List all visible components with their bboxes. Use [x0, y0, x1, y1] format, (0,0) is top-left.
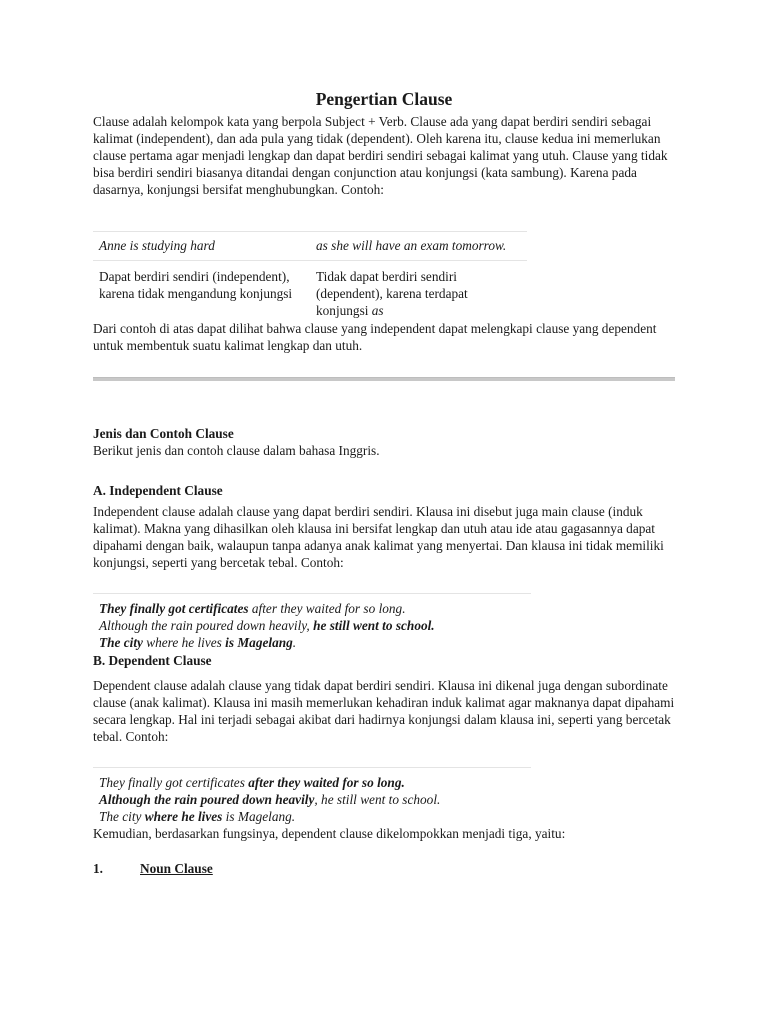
conjunction-word: as	[371, 303, 384, 318]
bold-clause: is Magelang	[225, 635, 293, 650]
clause-text: .	[292, 635, 297, 650]
document-page	[93, 88, 675, 877]
clause-text: , he still went to school.	[314, 792, 441, 807]
table-row	[93, 232, 527, 261]
bold-clause: after they waited for so long.	[248, 775, 405, 790]
bold-clause: Although the rain poured down heavily	[99, 792, 315, 807]
table-row	[93, 261, 527, 321]
dependent-heading: B. Dependent Clause	[93, 653, 212, 668]
example-table	[93, 231, 527, 320]
example-dependent: as she will have an exam tomorrow.	[316, 238, 507, 253]
clause-text: where he lives	[142, 635, 226, 650]
table-cell: Dapat berdiri sendiri (independent), karena tidak mengandung konjungsi	[93, 261, 310, 321]
horizontal-divider	[93, 377, 675, 381]
example-independent: Anne is studying hard	[99, 238, 215, 253]
dependent-examples	[93, 767, 531, 825]
clause-text: The city	[99, 809, 145, 824]
clause-text: after they waited for so long.	[248, 601, 406, 616]
cell-text: Tidak dapat berdiri sendiri (dependent), karena terdapat konjungsi	[316, 269, 468, 318]
clause-text: Although the rain poured down heavily,	[99, 618, 314, 633]
list-item	[93, 860, 675, 877]
independent-paragraph: Independent clause adalah clause yang dapat berdiri sendiri. Klausa ini disebut juga main clause (induk kalimat). Makna yang dihasilkan oleh klausa ini bersifat lengkap dan utuh atau ide atau gagasannya dapat dipahami dengan baik, walaupun tanpa adanya anak kalimat yang menyertai. Dan klausa ini tidak memiliki konjungsi, seperti yang bercetak tebal. Contoh:	[93, 504, 664, 570]
table-cell	[310, 232, 527, 261]
bold-clause: The city	[99, 635, 143, 650]
example-line	[99, 600, 531, 617]
section-heading: Jenis dan Contoh Clause	[93, 426, 234, 441]
list-title: Noun Clause	[140, 861, 213, 876]
dependent-after: Kemudian, berdasarkan fungsinya, dependent clause dikelompokkan menjadi tiga, yaitu:	[93, 826, 566, 841]
independent-heading: A. Independent Clause	[93, 483, 223, 498]
list-number: 1.	[93, 861, 103, 876]
bold-clause: They finally got certificates	[99, 601, 249, 616]
independent-examples	[93, 593, 531, 651]
intro-paragraph: Clause adalah kelompok kata yang berpola Subject + Verb. Clause ada yang dapat berdiri sendiri sebagai kalimat (independent), dan ada pula yang tidak (dependent). Oleh karena itu, clause kedua ini memerlukan clause pertama agar menjadi lengkap dan dapat berdiri sendiri sebagai kalimat yang utuh. Clause yang tidak bisa berdiri sendiri biasanya ditandai dengan conjunction atau konjungsi (kata sambung). Karena pada dasarnya, konjungsi bersifat menghubungkan. Contoh:	[93, 114, 668, 197]
section-intro: Berikut jenis dan contoh clause dalam bahasa Inggris.	[93, 443, 380, 458]
table-cell	[310, 261, 527, 321]
example-line	[99, 617, 531, 634]
table-cell	[93, 232, 310, 261]
page-title: Pengertian Clause	[315, 89, 453, 109]
example-line	[99, 774, 531, 791]
clause-text: They finally got certificates	[99, 775, 249, 790]
clause-text: is Magelang.	[222, 809, 296, 824]
bold-clause: he still went to school.	[313, 618, 435, 633]
example-line	[99, 791, 531, 808]
dependent-paragraph: Dependent clause adalah clause yang tidak dapat berdiri sendiri. Klausa ini dikenal juga dengan subordinate clause (anak kalimat). Klausa ini masih memerlukan kehadiran induk kalimat agar maknanya dapat dipahami secara lengkap. Hal ini terjadi sebagai akibat dari hadirnya konjungsi dalam klausa ini, seperti yang bercetak tebal. Contoh:	[93, 678, 675, 744]
bold-clause: where he lives	[144, 809, 223, 824]
example-line	[99, 634, 531, 651]
after-table-paragraph: Dari contoh di atas dapat dilihat bahwa clause yang independent dapat melengkapi clause yang dependent untuk membentuk suatu kalimat lengkap dan utuh.	[93, 321, 657, 353]
example-line	[99, 808, 531, 825]
